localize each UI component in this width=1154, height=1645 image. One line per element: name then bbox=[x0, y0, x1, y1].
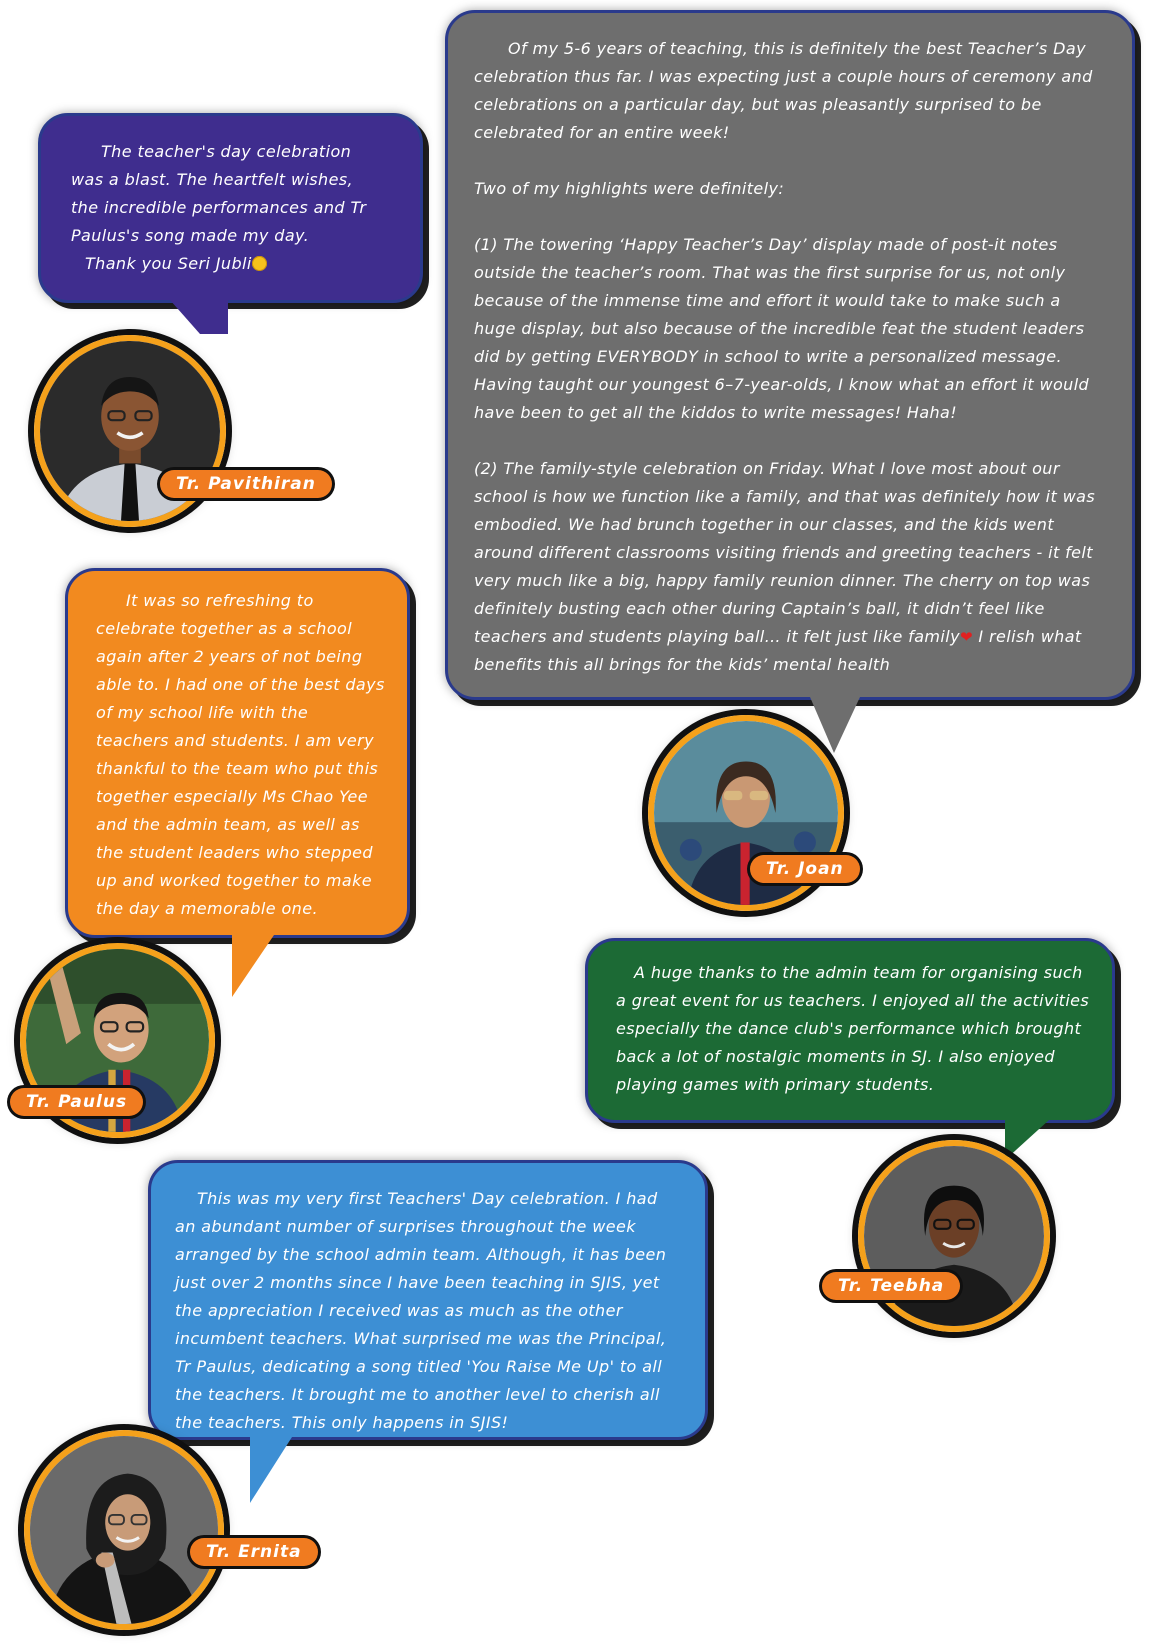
name-tag-teebha: Tr. Teebha bbox=[822, 1272, 960, 1300]
speech-tail-teebha bbox=[1005, 1120, 1049, 1160]
name-tag-paulus: Tr. Paulus bbox=[10, 1088, 143, 1116]
testimonial-bubble-joan bbox=[445, 10, 1135, 700]
speech-tail-pavithiran bbox=[170, 300, 228, 334]
testimonial-bubble-ernita bbox=[148, 1160, 708, 1440]
testimonial-bubble-teebha bbox=[585, 938, 1115, 1123]
testimonial-pavithiran-line-4: Paulus's song made my day. bbox=[71, 226, 310, 245]
testimonial-pavithiran-line-3: the incredible performances and Tr bbox=[71, 198, 367, 217]
testimonial-joan-paragraph-5: I relish what benefits this all brings for the kids’ mental health bbox=[474, 627, 1082, 674]
speech-tail-joan bbox=[810, 697, 860, 753]
testimonial-pavithiran-line-5: Thank you Seri Jubli bbox=[71, 250, 400, 278]
testimonial-bubble-pavithiran bbox=[38, 113, 423, 303]
testimonial-teebha-text: A huge thanks to the admin team for organising such a great event for us teachers. I enjoyed all the activities especially the dance club's performance which brought back a lot of nostalgic moments in SJ. I also enjoyed playing games with primary students. bbox=[616, 963, 1090, 1094]
name-tag-joan: Tr. Joan bbox=[750, 855, 860, 883]
avatar-teebha bbox=[858, 1140, 1050, 1332]
testimonial-pavithiran-line-2: was a blast. The heartfelt wishes, bbox=[71, 170, 354, 189]
avatar-pavithiran bbox=[34, 335, 226, 527]
name-tag-ernita: Tr. Ernita bbox=[190, 1538, 318, 1566]
testimonial-pavithiran-line-1: The teacher's day celebration bbox=[101, 142, 352, 161]
testimonial-joan-paragraph-4: (2) The family-style celebration on Friday. What I love most about our school is how we function like a family, and that was definitely how it was embodied. We had brunch together in our classes, and the kids went around different classrooms visiting friends and greeting teachers - it felt very much like a big, happy family reunion dinner. The cherry on top was definitely busting each other during Captain’s ball, it didn’t feel like teachers and students playing ball… it felt just like family❤ I relish what benefits this all brings for the kids’ mental health bbox=[474, 459, 1096, 674]
speech-tail-ernita bbox=[250, 1437, 292, 1503]
testimonial-joan-paragraph-3: (1) The towering ‘Happy Teacher’s Day’ display made of post-it notes outside the teacher’s room. That was the first surprise for us, not only because of the immense time and effort it would take to make such a huge display, but also because of the incredible feat the student leaders did by getting EVERYBODY in school to write a personalized message. Having taught our youngest 6–7-year-olds, I know what an effort it would have been to get all the kiddos to write messages! Haha! bbox=[474, 235, 1090, 422]
avatar-ernita bbox=[24, 1430, 224, 1630]
portrait-woman-in-hijab-icon bbox=[30, 1436, 218, 1624]
speech-tail-paulus bbox=[232, 935, 274, 997]
testimonial-joan-paragraph-1: Of my 5-6 years of teaching, this is definitely the best Teacher’s Day celebration thus far. I was expecting just a couple hours of ceremony and celebrations on a particular day, but was pleasantly surprised to be celebrated for an entire week! bbox=[474, 39, 1093, 142]
heart-icon: ❤ bbox=[959, 628, 973, 646]
testimonial-ernita-text: This was my very first Teachers' Day celebration. I had an abundant number of surprises throughout the week arranged by the school admin team. Although, it has been just over 2 months since I have been teaching in SJIS, yet the appreciation I received was as much as the other incumbent teachers. What surprised me was the Principal, Tr Paulus, dedicating a song titled 'You Raise Me Up' to all the teachers. It brought me to another level to cherish all the teachers. This only happens in SJIS! bbox=[175, 1189, 667, 1432]
smiley-face-icon bbox=[252, 256, 267, 271]
testimonial-joan-paragraph-2: Two of my highlights were definitely: bbox=[474, 179, 785, 198]
testimonial-bubble-paulus bbox=[65, 568, 410, 938]
name-tag-pavithiran: Tr. Pavithiran bbox=[160, 470, 332, 498]
testimonial-paulus-text: It was so refreshing to celebrate together as a school again after 2 years of not being able to. I had one of the best days of my school life with the teachers and students. I am very thankful to the team who put this together especially Ms Chao Yee and the admin team, as well as the student leaders who stepped up and worked together to make the day a memorable one. bbox=[96, 591, 385, 918]
